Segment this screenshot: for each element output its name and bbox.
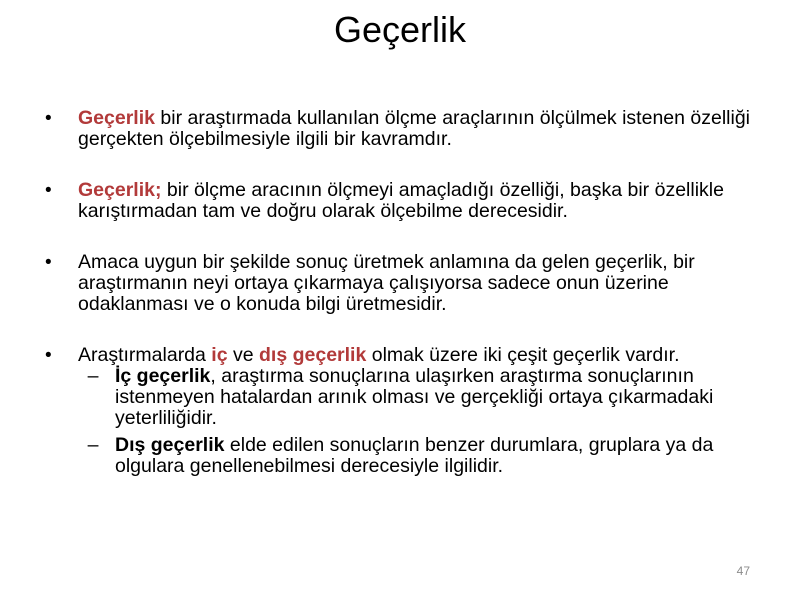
bullet-text: ve xyxy=(227,344,259,366)
term-dis-gecerlik-bold: Dış geçerlik xyxy=(115,434,225,456)
bullet-dot-icon: • xyxy=(45,252,52,273)
slide-title: Geçerlik xyxy=(333,9,467,50)
bullet-dot-icon: • xyxy=(45,180,52,201)
bullet-dot-icon: • xyxy=(45,345,52,366)
bullet-list xyxy=(45,108,765,477)
sub-item-text: , araştırma sonuçlarına ulaşırken araştırma sonuçlarının istenmeyen hatalardan arınık olması ve gerçekliği ortaya çıkarmadaki yeterliliğidir. xyxy=(115,365,714,429)
dash-icon: – xyxy=(87,434,99,456)
bullet-text: bir araştırmada kullanılan ölçme araçlarının ölçülmek istenen özelliği gerçekten ölçebilmesiyle ilgili bir kavramdır. xyxy=(78,107,751,150)
sub-bullet-list xyxy=(78,366,765,477)
bullet-text: Amaca uygun bir şekilde sonuç üretmek anlamına da gelen geçerlik, bir araştırmanın neyi ortaya çıkarmaya çalışıyorsa sadece onun üzerine odaklanması ve o konuda bilgi üretmesidir. xyxy=(78,251,695,315)
page-number: 47 xyxy=(736,564,750,578)
sub-item-text: elde edilen sonuçların benzer durumlara, gruplara ya da olgulara genellenebilmesi derecesiyle ilgilidir. xyxy=(115,434,714,477)
bullet-text: bir ölçme aracının ölçmeyi amaçladığı özelliği, başka bir özellikle karıştırmadan tam ve doğru olarak ölçebilme derecesidir. xyxy=(78,179,724,222)
bullet-text: Araştırmalarda xyxy=(78,344,212,366)
sub-item-dis-gecerlik xyxy=(78,435,765,477)
bullet-text: olmak üzere iki çeşit geçerlik vardır. xyxy=(366,344,680,366)
bullet-dot-icon: • xyxy=(45,108,52,129)
term-gecerlik-semicolon: Geçerlik; xyxy=(78,179,162,201)
term-ic: iç xyxy=(211,344,228,366)
bullet-item-definition xyxy=(45,108,765,150)
bullet-item-degree xyxy=(45,180,765,222)
term-dis-gecerlik: dış geçerlik xyxy=(259,344,367,366)
sub-item-ic-gecerlik xyxy=(78,366,765,429)
term-gecerlik: Geçerlik xyxy=(78,107,155,129)
term-ic-gecerlik: İç geçerlik xyxy=(115,365,211,387)
dash-icon: – xyxy=(87,365,99,387)
bullet-item-purpose xyxy=(45,252,765,315)
bullet-item-types xyxy=(45,345,765,477)
